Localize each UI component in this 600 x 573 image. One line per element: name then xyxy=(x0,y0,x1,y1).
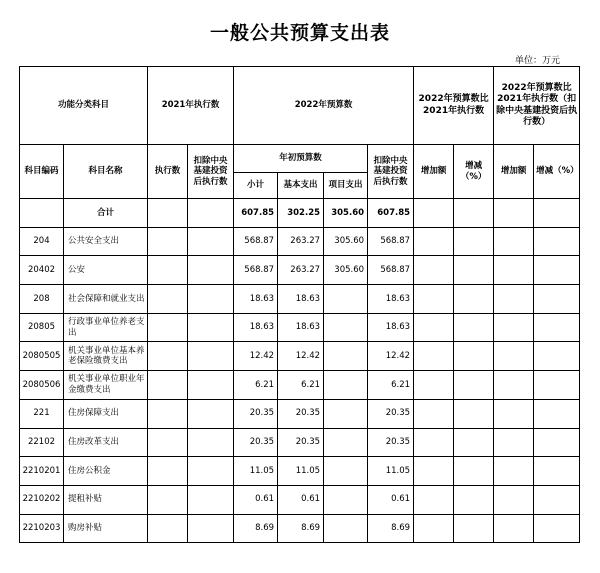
header-deduct-2022: 扣除中央基建投资后执行数 xyxy=(368,145,414,199)
cell-increase xyxy=(414,313,454,342)
page-title: 一般公共预算支出表 xyxy=(209,22,390,44)
header-func-category: 功能分类科目 xyxy=(20,67,148,145)
cell-deduct xyxy=(188,485,234,514)
cell-basic: 0.61 xyxy=(278,485,324,514)
cell-increase xyxy=(414,199,454,228)
header-project: 项目支出 xyxy=(324,173,368,199)
cell-code: 22102 xyxy=(20,428,64,457)
cell-increase-2 xyxy=(494,514,534,543)
cell-name: 机关事业单位职业年金缴费支出 xyxy=(64,371,148,400)
cell-subtotal: 0.61 xyxy=(234,485,278,514)
cell-increase xyxy=(414,514,454,543)
table-row xyxy=(20,428,580,457)
cell-basic: 12.42 xyxy=(278,342,324,371)
cell-increase xyxy=(414,227,454,256)
cell-code: 208 xyxy=(20,285,64,314)
cell-change-pct xyxy=(454,199,494,228)
cell-increase xyxy=(414,457,454,486)
cell-project xyxy=(324,371,368,400)
cell-change-pct xyxy=(454,285,494,314)
cell-project xyxy=(324,342,368,371)
table-row xyxy=(20,399,580,428)
cell-basic: 18.63 xyxy=(278,285,324,314)
header-change-pct-2: 增减（%） xyxy=(534,145,580,199)
cell-name: 提租补贴 xyxy=(64,485,148,514)
cell-increase-2 xyxy=(494,485,534,514)
header-compare-1: 2022年预算数比2021年执行数 xyxy=(414,67,494,145)
cell-deduct-2022: 6.21 xyxy=(368,371,414,400)
header-row-1 xyxy=(20,67,580,145)
cell-subtotal: 11.05 xyxy=(234,457,278,486)
cell-exec xyxy=(148,256,188,285)
header-compare-2: 2022年预算数比2021年执行数（扣除中央基建投资后执行数） xyxy=(494,67,580,145)
cell-exec xyxy=(148,428,188,457)
cell-exec xyxy=(148,485,188,514)
cell-change-pct xyxy=(454,399,494,428)
cell-increase-2 xyxy=(494,457,534,486)
cell-basic: 8.69 xyxy=(278,514,324,543)
cell-deduct-2022: 607.85 xyxy=(368,199,414,228)
cell-deduct-2022: 11.05 xyxy=(368,457,414,486)
table-row xyxy=(20,256,580,285)
cell-project xyxy=(324,313,368,342)
cell-basic: 6.21 xyxy=(278,371,324,400)
cell-name: 机关事业单位基本养老保险缴费支出 xyxy=(64,342,148,371)
header-increase: 增加额 xyxy=(414,145,454,199)
header-subtotal: 小计 xyxy=(234,173,278,199)
table-row xyxy=(20,485,580,514)
cell-basic: 263.27 xyxy=(278,256,324,285)
cell-increase xyxy=(414,399,454,428)
cell-change-pct-2 xyxy=(534,485,580,514)
cell-basic: 302.25 xyxy=(278,199,324,228)
cell-basic: 263.27 xyxy=(278,227,324,256)
cell-deduct xyxy=(188,256,234,285)
cell-project xyxy=(324,399,368,428)
cell-change-pct xyxy=(454,313,494,342)
cell-change-pct-2 xyxy=(534,371,580,400)
cell-subtotal: 568.87 xyxy=(234,227,278,256)
cell-change-pct xyxy=(454,342,494,371)
budget-table xyxy=(19,66,580,543)
cell-name: 住房改革支出 xyxy=(64,428,148,457)
table-row xyxy=(20,371,580,400)
header-name: 科目名称 xyxy=(64,145,148,199)
header-exec: 执行数 xyxy=(148,145,188,199)
cell-project: 305.60 xyxy=(324,227,368,256)
cell-change-pct-2 xyxy=(534,256,580,285)
cell-increase-2 xyxy=(494,371,534,400)
cell-deduct xyxy=(188,514,234,543)
cell-exec xyxy=(148,227,188,256)
header-increase-2: 增加额 xyxy=(494,145,534,199)
cell-increase-2 xyxy=(494,285,534,314)
cell-code: 2080506 xyxy=(20,371,64,400)
cell-increase xyxy=(414,371,454,400)
cell-change-pct-2 xyxy=(534,199,580,228)
cell-change-pct xyxy=(454,428,494,457)
cell-exec xyxy=(148,457,188,486)
cell-change-pct-2 xyxy=(534,514,580,543)
cell-increase xyxy=(414,256,454,285)
header-budget-2022: 2022年预算数 xyxy=(234,67,414,145)
cell-deduct xyxy=(188,428,234,457)
cell-deduct-2022: 18.63 xyxy=(368,285,414,314)
cell-increase xyxy=(414,485,454,514)
cell-exec xyxy=(148,313,188,342)
cell-increase-2 xyxy=(494,313,534,342)
cell-subtotal: 607.85 xyxy=(234,199,278,228)
cell-increase xyxy=(414,428,454,457)
cell-deduct xyxy=(188,199,234,228)
cell-code: 2210202 xyxy=(20,485,64,514)
total-row xyxy=(20,199,580,228)
header-basic: 基本支出 xyxy=(278,173,324,199)
cell-subtotal: 20.35 xyxy=(234,399,278,428)
cell-code: 2080505 xyxy=(20,342,64,371)
cell-deduct-2022: 20.35 xyxy=(368,399,414,428)
cell-deduct-2022: 0.61 xyxy=(368,485,414,514)
cell-subtotal: 18.63 xyxy=(234,285,278,314)
cell-name: 住房保障支出 xyxy=(64,399,148,428)
cell-deduct xyxy=(188,371,234,400)
cell-deduct-2022: 12.42 xyxy=(368,342,414,371)
unit-label: 单位：万元 xyxy=(514,56,560,66)
cell-subtotal: 6.21 xyxy=(234,371,278,400)
header-code: 科目编码 xyxy=(20,145,64,199)
header-change-pct: 增减（%） xyxy=(454,145,494,199)
cell-basic: 11.05 xyxy=(278,457,324,486)
cell-change-pct xyxy=(454,457,494,486)
cell-project xyxy=(324,514,368,543)
cell-code: 2210201 xyxy=(20,457,64,486)
cell-increase-2 xyxy=(494,227,534,256)
cell-change-pct xyxy=(454,256,494,285)
cell-exec xyxy=(148,285,188,314)
cell-code: 221 xyxy=(20,399,64,428)
cell-deduct xyxy=(188,285,234,314)
cell-name: 购房补贴 xyxy=(64,514,148,543)
cell-exec xyxy=(148,514,188,543)
cell-basic: 20.35 xyxy=(278,399,324,428)
table-row xyxy=(20,514,580,543)
cell-increase-2 xyxy=(494,399,534,428)
cell-project: 305.60 xyxy=(324,199,368,228)
cell-deduct xyxy=(188,399,234,428)
cell-name: 公共安全支出 xyxy=(64,227,148,256)
header-initial: 年初预算数 xyxy=(234,145,368,173)
cell-deduct xyxy=(188,342,234,371)
cell-name: 行政事业单位养老支出 xyxy=(64,313,148,342)
cell-basic: 18.63 xyxy=(278,313,324,342)
cell-increase-2 xyxy=(494,428,534,457)
cell-deduct xyxy=(188,313,234,342)
cell-deduct-2022: 20.35 xyxy=(368,428,414,457)
cell-increase-2 xyxy=(494,199,534,228)
cell-deduct-2022: 568.87 xyxy=(368,256,414,285)
cell-subtotal: 18.63 xyxy=(234,313,278,342)
cell-name: 公安 xyxy=(64,256,148,285)
cell-deduct-2022: 8.69 xyxy=(368,514,414,543)
cell-code: 2210203 xyxy=(20,514,64,543)
cell-basic: 20.35 xyxy=(278,428,324,457)
table-row xyxy=(20,313,580,342)
cell-increase-2 xyxy=(494,256,534,285)
cell-change-pct-2 xyxy=(534,399,580,428)
cell-project xyxy=(324,285,368,314)
cell-name: 社会保障和就业支出 xyxy=(64,285,148,314)
cell-change-pct-2 xyxy=(534,428,580,457)
header-exec-2021: 2021年执行数 xyxy=(148,67,234,145)
cell-exec xyxy=(148,199,188,228)
cell-code xyxy=(20,199,64,228)
cell-change-pct xyxy=(454,371,494,400)
cell-change-pct-2 xyxy=(534,342,580,371)
cell-project xyxy=(324,428,368,457)
cell-change-pct-2 xyxy=(534,227,580,256)
table-row xyxy=(20,227,580,256)
cell-increase-2 xyxy=(494,342,534,371)
table-row xyxy=(20,342,580,371)
cell-change-pct xyxy=(454,514,494,543)
cell-code: 20402 xyxy=(20,256,64,285)
cell-project xyxy=(324,485,368,514)
cell-exec xyxy=(148,342,188,371)
table-row xyxy=(20,285,580,314)
cell-increase xyxy=(414,285,454,314)
cell-subtotal: 20.35 xyxy=(234,428,278,457)
cell-increase xyxy=(414,342,454,371)
cell-code: 20805 xyxy=(20,313,64,342)
cell-deduct-2022: 568.87 xyxy=(368,227,414,256)
cell-subtotal: 568.87 xyxy=(234,256,278,285)
cell-name: 住房公积金 xyxy=(64,457,148,486)
cell-name: 合计 xyxy=(64,199,148,228)
cell-exec xyxy=(148,399,188,428)
table-row xyxy=(20,457,580,486)
cell-deduct-2022: 18.63 xyxy=(368,313,414,342)
cell-subtotal: 12.42 xyxy=(234,342,278,371)
cell-deduct xyxy=(188,457,234,486)
cell-code: 204 xyxy=(20,227,64,256)
cell-change-pct-2 xyxy=(534,313,580,342)
cell-change-pct-2 xyxy=(534,285,580,314)
header-row-2 xyxy=(20,145,580,173)
cell-deduct xyxy=(188,227,234,256)
cell-project xyxy=(324,457,368,486)
cell-change-pct xyxy=(454,485,494,514)
cell-project: 305.60 xyxy=(324,256,368,285)
cell-exec xyxy=(148,371,188,400)
cell-subtotal: 8.69 xyxy=(234,514,278,543)
cell-change-pct-2 xyxy=(534,457,580,486)
header-deduct: 扣除中央基建投资后执行数 xyxy=(188,145,234,199)
cell-change-pct xyxy=(454,227,494,256)
